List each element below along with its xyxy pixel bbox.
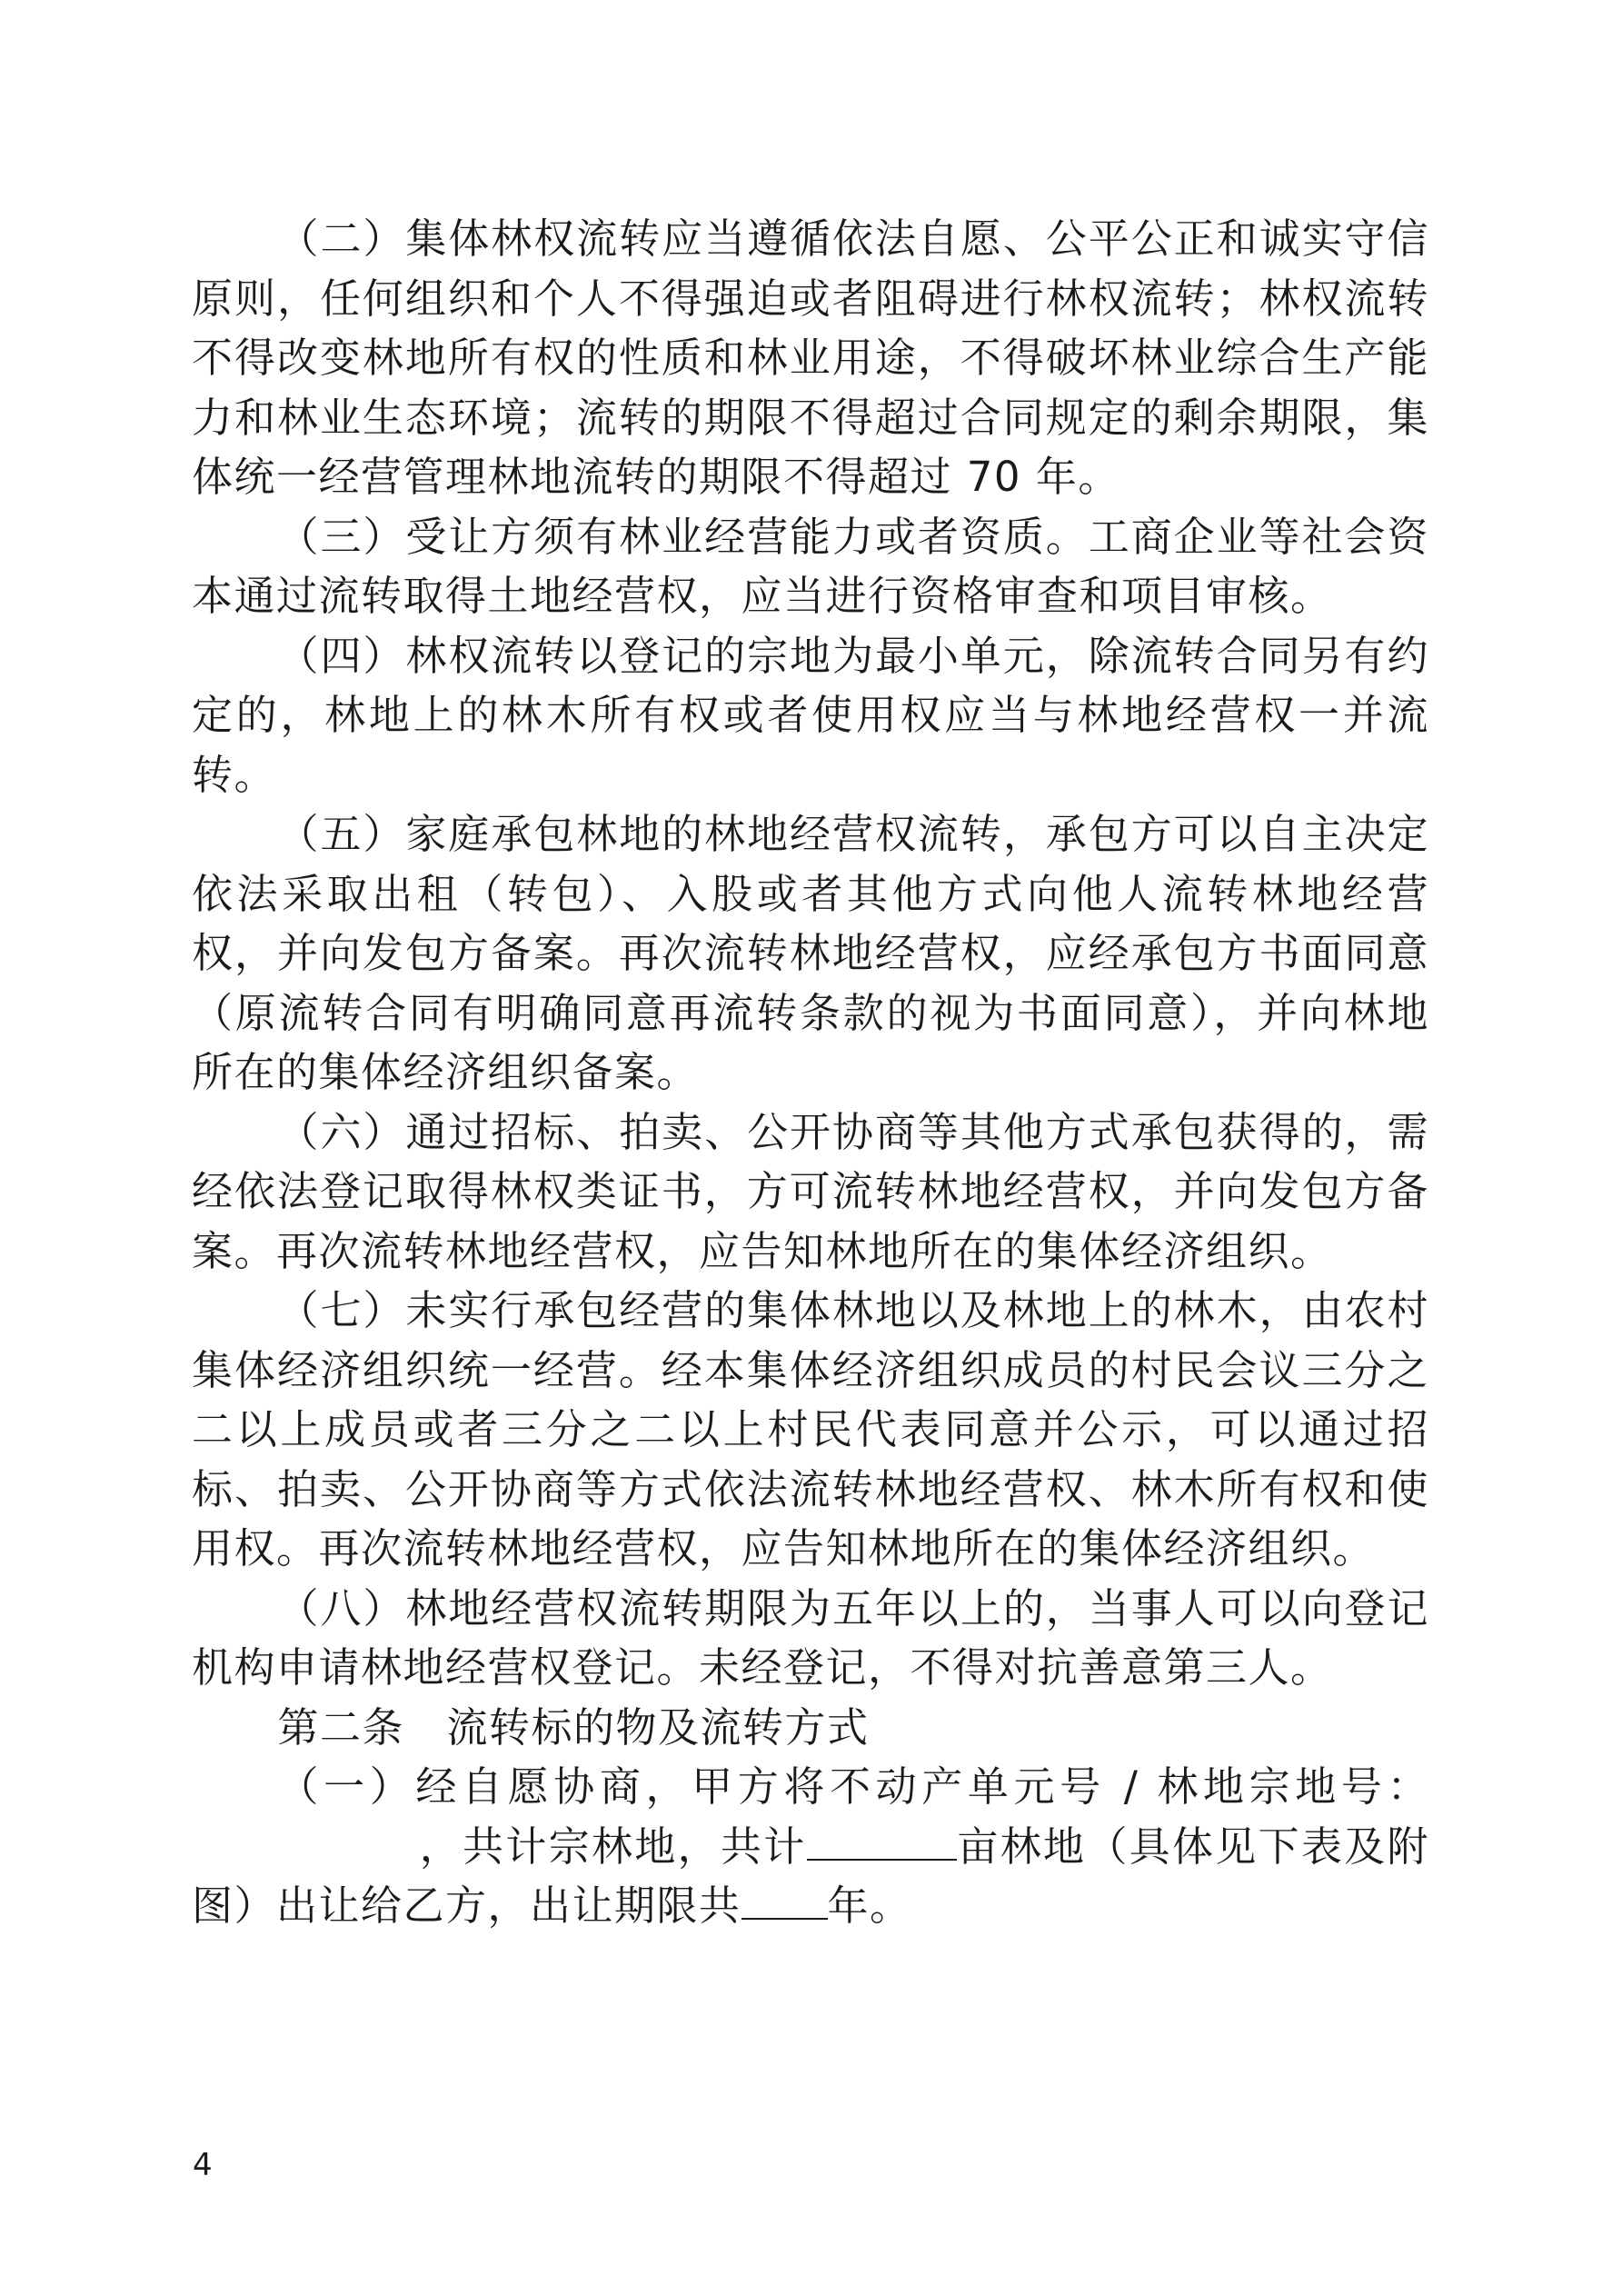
- paragraph-3: （三）受让方须有林业经营能力或者资质。工商企业等社会资本通过流转取得土地经营权，应当进行资格审查和项目审核。: [192, 512, 1429, 620]
- clause-text-1: （一）经自愿协商，甲方将不动产单元号 / 林地宗地号：: [277, 1762, 1429, 1811]
- paragraph-8: （八）林地经营权流转期限为五年以上的，当事人可以向登记机构申请林地经营权登记。未经登记，不得对抗善意第三人。: [192, 1583, 1429, 1692]
- page-number: 4: [193, 2147, 213, 2183]
- paragraph-5: （五）家庭承包林地的林地经营权流转，承包方可以自主决定依法采取出租（转包）、入股或者其他方式向他人流转林地经营权，并向发包方备案。再次流转林地经营权，应经承包方书面同意（原流转合同有明确同意再流转条款的视为书面同意），并向林地所在的集体经济组织备案。: [192, 810, 1429, 1096]
- document-body: [192, 209, 1429, 1936]
- area-blank: [807, 1822, 957, 1861]
- clause-text-2: ，共计宗林地，共计: [419, 1822, 807, 1871]
- paragraph-2: （二）集体林权流转应当遵循依法自愿、公平公正和诚实守信原则，任何组织和个人不得强迫或者阻碍进行林权流转；林权流转不得改变林地所有权的性质和林业用途，不得破坏林业综合生产能力和林业生态环境；流转的期限不得超过合同规定的剩余期限，集体统一经营管理林地流转的期限不得超过 70 年。: [192, 215, 1429, 501]
- article-2-heading: 第二条 流转标的物及流转方式: [277, 1702, 870, 1752]
- clause-text-4: 年。: [827, 1882, 912, 1930]
- paragraph-7: （七）未实行承包经营的集体林地以及林地上的林木，由农村集体经济组织统一经营。经本集体经济组织成员的村民会议三分之二以上成员或者三分之二以上村民代表同意并公示，可以通过招标、拍卖、公开协商等方式依法流转林地经营权、林木所有权和使用权。再次流转林地经营权，应告知林地所在的集体经济组织。: [192, 1286, 1429, 1572]
- term-years-blank: [741, 1882, 828, 1920]
- article-2-clause-1: [192, 1757, 1429, 1936]
- clause-text-3: 亩林地（具体见下表及附图）出让给乙方，出让期限共: [192, 1822, 1429, 1930]
- paragraph-6: （六）通过招标、拍卖、公开协商等其他方式承包获得的，需经依法登记取得林权类证书，方可流转林地经营权，并向发包方备案。再次流转林地经营权，应告知林地所在的集体经济组织。: [192, 1107, 1429, 1275]
- paragraph-4: （四）林权流转以登记的宗地为最小单元，除流转合同另有约定的，林地上的林木所有权或者使用权应当与林地经营权一并流转。: [192, 631, 1429, 799]
